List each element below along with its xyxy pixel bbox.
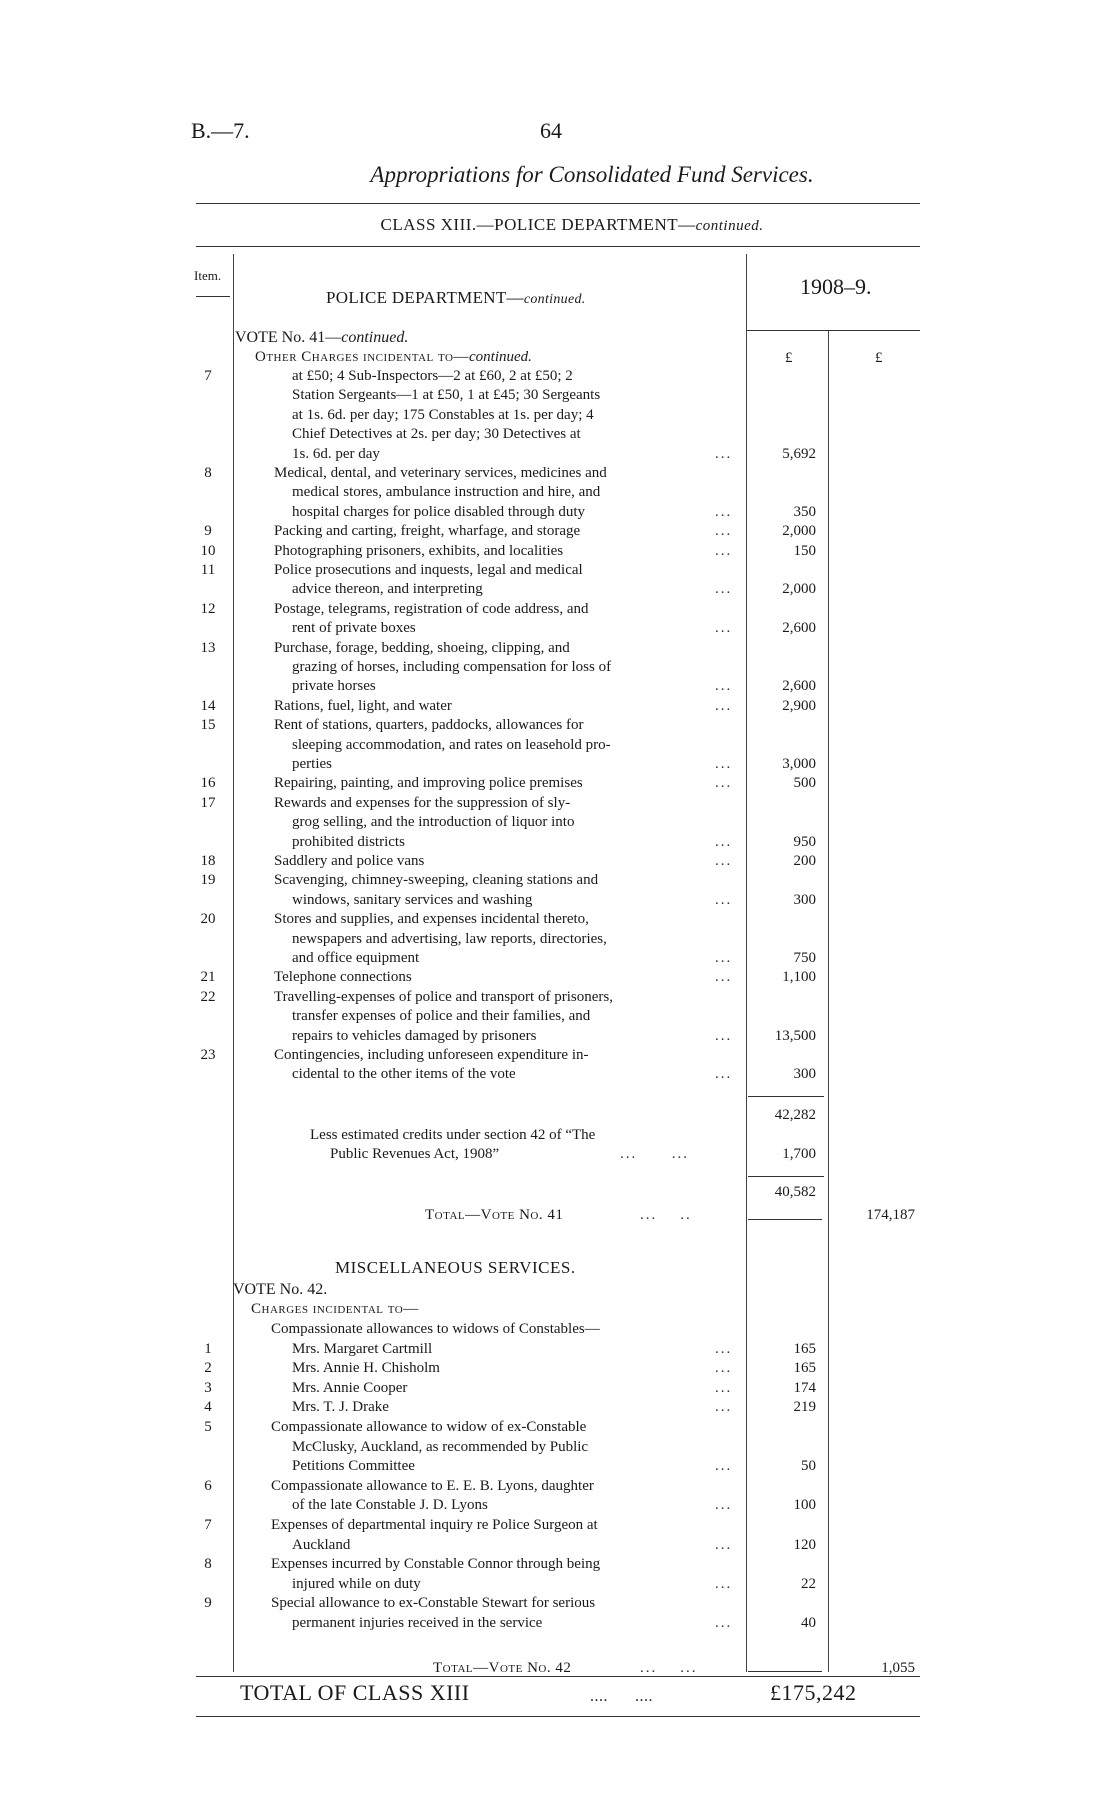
less-credits-act: Public Revenues Act, 1908” xyxy=(330,1146,500,1162)
table-row xyxy=(0,463,1114,483)
leader-dots: ... xyxy=(715,581,733,598)
item-description: Rewards and expenses for the suppression of sly- xyxy=(274,794,571,811)
item-description: Special allowance to ex-Constable Stewart for serious xyxy=(271,1595,596,1612)
leader-dots: ... xyxy=(715,891,733,908)
item-description: grazing of horses, including compensation for loss of xyxy=(292,659,612,675)
vote41-net-amount: 40,582 xyxy=(774,1184,816,1200)
vote42-total-amount: 1,055 xyxy=(881,1660,915,1676)
department-title-text: POLICE DEPARTMENT— xyxy=(326,288,524,307)
leader-dots: ... xyxy=(715,1066,733,1083)
table-row xyxy=(0,851,1114,871)
table-row xyxy=(0,385,1114,405)
item-number: 4 xyxy=(204,1399,212,1416)
item-description: Police prosecutions and inquests, legal and medical xyxy=(274,562,583,578)
grand-total-rule-top xyxy=(196,1676,920,1677)
vote41-charges-text: Other Charges incidental to— xyxy=(255,349,469,365)
item-description: and office equipment xyxy=(292,950,420,966)
table-row xyxy=(0,482,1114,502)
pounds-unit-b: £ xyxy=(875,350,883,366)
item-description: Saddlery and police vans xyxy=(274,853,425,869)
item-description: Expenses incurred by Constable Connor through being xyxy=(271,1556,601,1573)
item-number: 20 xyxy=(200,911,216,928)
leader-dots: ... xyxy=(715,1027,733,1044)
item-amount: 750 xyxy=(793,950,816,966)
item-amount: 50 xyxy=(801,1458,816,1475)
item-number: 7 xyxy=(204,368,212,384)
item-description: Mrs. Annie Cooper xyxy=(292,1379,408,1396)
item-number: 12 xyxy=(200,600,216,617)
vote42-total-label: Total—Vote No. 42 xyxy=(433,1660,572,1676)
leader-dots: ... xyxy=(715,950,733,966)
item-description: Rations, fuel, light, and water xyxy=(274,697,452,714)
item-description: advice thereon, and interpreting xyxy=(292,581,483,598)
item-description: Station Sergeants—1 at £50, 1 at £45; 30 Sergeants xyxy=(292,387,601,404)
item-header-rule xyxy=(196,296,230,297)
item-number: 16 xyxy=(200,775,216,792)
item-number: 21 xyxy=(200,969,216,986)
table-row xyxy=(0,521,1114,541)
item-description: of the late Constable J. D. Lyons xyxy=(292,1497,488,1514)
item-description: Mrs. Margaret Cartmill xyxy=(292,1340,433,1357)
item-description: Compassionate allowances to widows of Constables— xyxy=(271,1321,600,1337)
table-row xyxy=(0,987,1114,1007)
item-amount: 22 xyxy=(801,1575,816,1592)
vote41-net-rule xyxy=(748,1176,824,1177)
table-row xyxy=(0,638,1114,658)
item-amount: 174 xyxy=(793,1379,816,1396)
table-row xyxy=(0,1417,1114,1437)
item-description: Rent of stations, quarters, paddocks, allowances for xyxy=(274,717,584,734)
leader-dots: ... xyxy=(715,1360,733,1377)
item-description: Packing and carting, freight, wharfage, and storage xyxy=(274,523,581,540)
item-description: Repairing, painting, and improving police premises xyxy=(274,775,583,792)
table-row xyxy=(0,1064,1114,1084)
grand-total-label: TOTAL OF CLASS XIII xyxy=(240,1680,470,1705)
leader-dots: ... xyxy=(715,1399,733,1416)
table-row xyxy=(0,657,1114,677)
page-title: Appropriations for Consolidated Fund Services. xyxy=(370,162,814,187)
leader-dots: ... ... xyxy=(620,1146,689,1162)
item-number: 23 xyxy=(200,1047,216,1063)
item-number: 10 xyxy=(200,542,216,559)
grand-total-rule-bottom xyxy=(196,1716,920,1717)
table-row xyxy=(0,1593,1114,1613)
table-row xyxy=(0,929,1114,949)
item-number: 8 xyxy=(204,465,212,481)
item-description: McClusky, Auckland, as recommended by Public xyxy=(292,1438,589,1455)
table-row xyxy=(0,618,1114,638)
vote41-less-line1 xyxy=(0,1125,1114,1145)
table-row xyxy=(0,1358,1114,1378)
leader-dots: ... xyxy=(715,1497,733,1514)
vote42-total xyxy=(0,1658,1114,1678)
item-description: Petitions Committee xyxy=(292,1458,415,1475)
title-rule xyxy=(196,203,920,204)
table-row xyxy=(0,1515,1114,1535)
vote41-subtotal xyxy=(0,1105,1114,1125)
item-column-header: Item. xyxy=(194,268,222,283)
table-row xyxy=(0,1026,1114,1046)
item-amount: 2,900 xyxy=(782,697,816,714)
table-row xyxy=(0,1476,1114,1496)
item-amount: 200 xyxy=(793,853,816,869)
vote41-total-label: Total—Vote No. 41 xyxy=(425,1207,564,1223)
table-row xyxy=(0,890,1114,910)
table-row xyxy=(0,1045,1114,1065)
leader-dots: ... ... xyxy=(640,1660,698,1676)
item-description: permanent injuries received in the service xyxy=(292,1615,543,1631)
leader-dots: ... xyxy=(715,523,733,540)
item-number: 2 xyxy=(204,1360,212,1377)
class-rule xyxy=(196,246,920,247)
leader-dots: ... xyxy=(715,1536,733,1553)
table-row xyxy=(0,366,1114,386)
table-row xyxy=(0,735,1114,755)
item-description: Chief Detectives at 2s. per day; 30 Detectives at xyxy=(292,426,581,443)
item-number: 9 xyxy=(204,1595,212,1612)
leader-dots: ... xyxy=(715,756,733,772)
item-amount: 3,000 xyxy=(782,756,816,772)
item-amount: 950 xyxy=(793,833,816,850)
item-amount: 5,692 xyxy=(782,445,816,462)
item-description: at 1s. 6d. per day; 175 Constables at 1s. per day; 4 xyxy=(292,406,594,423)
table-row xyxy=(0,967,1114,987)
table-row xyxy=(0,1495,1114,1515)
item-description: Photographing prisoners, exhibits, and localities xyxy=(274,542,564,559)
item-description: Travelling-expenses of police and transport of prisoners, xyxy=(274,988,613,1005)
item-description: Purchase, forage, bedding, shoeing, clipping, and xyxy=(274,639,570,656)
leader-dots: ... .. xyxy=(640,1207,692,1223)
table-row xyxy=(0,1554,1114,1574)
table-row xyxy=(0,832,1114,852)
leader-dots: ... xyxy=(715,833,733,850)
table-row xyxy=(0,405,1114,425)
vote41-subtotal-amount: 42,282 xyxy=(774,1107,816,1123)
leader-dots: ... xyxy=(715,697,733,714)
item-amount: 13,500 xyxy=(774,1027,816,1044)
table-row xyxy=(0,1456,1114,1476)
pounds-unit-a: £ xyxy=(785,350,793,366)
item-amount: 40 xyxy=(801,1615,816,1631)
item-description: grog selling, and the introduction of liquor into xyxy=(292,814,575,831)
table-row xyxy=(0,444,1114,464)
item-description: Telephone connections xyxy=(274,969,412,986)
item-number: 13 xyxy=(200,639,216,656)
item-number: 7 xyxy=(204,1517,212,1533)
item-amount: 2,000 xyxy=(782,581,816,598)
table-row xyxy=(0,424,1114,444)
item-number: 8 xyxy=(204,1556,212,1573)
item-number: 18 xyxy=(200,853,216,869)
vote42-charges-text: Charges incidental to— xyxy=(251,1301,419,1317)
table-row xyxy=(0,754,1114,774)
item-description: Expenses of departmental inquiry re Police Surgeon at xyxy=(271,1517,598,1533)
item-description: Compassionate allowance to E. E. B. Lyons, daughter xyxy=(271,1477,594,1494)
item-description: transfer expenses of police and their families, and xyxy=(292,1008,591,1025)
item-description: Auckland xyxy=(292,1536,351,1553)
vote41-total xyxy=(0,1205,1114,1225)
table-row xyxy=(0,1613,1114,1633)
item-description: perties xyxy=(292,756,332,772)
vote41-less-line2 xyxy=(0,1144,1114,1164)
table-row xyxy=(0,541,1114,561)
department-title xyxy=(326,288,586,308)
vote41-label xyxy=(0,328,1114,348)
item-number: 9 xyxy=(204,523,212,540)
table-row xyxy=(0,812,1114,832)
item-description: private horses xyxy=(292,678,376,695)
class-title-text: CLASS XIII.—POLICE DEPARTMENT— xyxy=(380,215,696,234)
item-number: 5 xyxy=(204,1419,212,1435)
grand-total-dots: .... .... xyxy=(590,1688,653,1705)
item-description: cidental to the other items of the vote xyxy=(292,1066,516,1083)
leader-dots: ... xyxy=(715,1575,733,1592)
item-number: 3 xyxy=(204,1379,212,1396)
leader-dots: ... xyxy=(715,1340,733,1357)
item-number: 14 xyxy=(200,697,216,714)
item-description: sleeping accommodation, and rates on leasehold pro- xyxy=(292,736,611,753)
table-row xyxy=(0,599,1114,619)
item-description: newspapers and advertising, law reports, directories, xyxy=(292,930,607,947)
table-row xyxy=(0,1339,1114,1359)
leader-dots: ... xyxy=(715,620,733,637)
year-header: 1908–9. xyxy=(800,274,872,299)
item-amount: 120 xyxy=(793,1536,816,1553)
item-description: Mrs. Annie H. Chisholm xyxy=(292,1360,440,1377)
less-credits-text: Less estimated credits under section 42 of “The xyxy=(310,1127,596,1143)
leader-dots: ... xyxy=(715,542,733,559)
leader-dots: ... xyxy=(715,678,733,695)
item-amount: 300 xyxy=(793,891,816,908)
table-row xyxy=(0,1319,1114,1339)
vote41-subtotal-rule xyxy=(748,1096,824,1097)
item-amount: 165 xyxy=(793,1340,816,1357)
table-row xyxy=(0,909,1114,929)
item-description: Postage, telegrams, registration of code address, and xyxy=(274,600,589,617)
item-description: Scavenging, chimney-sweeping, cleaning stations and xyxy=(274,872,599,889)
table-row xyxy=(0,1574,1114,1594)
department-title-continued: continued. xyxy=(523,292,586,307)
table-row xyxy=(0,1378,1114,1398)
table-row xyxy=(0,1437,1114,1457)
item-number: 15 xyxy=(200,717,216,734)
vote41-label-text: VOTE No. 41— xyxy=(235,329,342,346)
vote41-label-continued: continued. xyxy=(341,329,409,346)
item-amount: 2,600 xyxy=(782,678,816,695)
item-number: 11 xyxy=(200,562,216,578)
vote42-label xyxy=(0,1280,1114,1300)
item-amount: 165 xyxy=(793,1360,816,1377)
item-amount: 1,100 xyxy=(782,969,816,986)
table-row xyxy=(0,1535,1114,1555)
vote41-total-amount: 174,187 xyxy=(866,1207,915,1223)
item-description: repairs to vehicles damaged by prisoners xyxy=(292,1027,537,1044)
item-description: rent of private boxes xyxy=(292,620,416,637)
item-amount: 2,000 xyxy=(782,523,816,540)
item-description: medical stores, ambulance instruction and hire, and xyxy=(292,484,601,501)
item-description: hospital charges for police disabled through duty xyxy=(292,503,585,520)
item-number: 17 xyxy=(200,794,216,811)
item-amount: 350 xyxy=(793,503,816,520)
item-description: at £50; 4 Sub-Inspectors—2 at £60, 2 at £50; 2 xyxy=(292,368,573,384)
table-row xyxy=(0,870,1114,890)
vote42-charges-label xyxy=(0,1299,1114,1319)
leader-dots: ... xyxy=(715,1458,733,1475)
table-row xyxy=(0,948,1114,968)
leader-dots: ... xyxy=(715,775,733,792)
leader-dots: ... xyxy=(715,445,733,462)
table-row xyxy=(0,773,1114,793)
item-description: Contingencies, including unforeseen expenditure in- xyxy=(274,1047,589,1063)
vote41-charges-label xyxy=(0,347,1114,367)
item-description: Mrs. T. J. Drake xyxy=(292,1399,389,1416)
item-description: windows, sanitary services and washing xyxy=(292,891,533,908)
item-amount: 500 xyxy=(793,775,816,792)
leader-dots: ... xyxy=(715,969,733,986)
leader-dots: ... xyxy=(715,853,733,869)
table-row xyxy=(0,676,1114,696)
table-row xyxy=(0,1006,1114,1026)
item-amount: 219 xyxy=(793,1399,816,1416)
item-amount: 150 xyxy=(793,542,816,559)
less-credits-amount: 1,700 xyxy=(782,1146,816,1162)
vote42-label-text: VOTE No. 42. xyxy=(233,1281,328,1298)
item-description: Compassionate allowance to widow of ex-Constable xyxy=(271,1419,587,1435)
leader-dots: ... xyxy=(715,503,733,520)
table-row xyxy=(0,715,1114,735)
item-number: 1 xyxy=(204,1340,212,1357)
vote41-net xyxy=(0,1182,1114,1202)
item-description: Stores and supplies, and expenses incidental thereto, xyxy=(274,911,589,928)
table-row xyxy=(0,560,1114,580)
item-amount: 300 xyxy=(793,1066,816,1083)
table-row xyxy=(0,793,1114,813)
leader-dots: ... xyxy=(715,1379,733,1396)
item-description: Medical, dental, and veterinary services, medicines and xyxy=(274,465,607,481)
item-description: 1s. 6d. per day xyxy=(292,445,380,462)
item-amount: 2,600 xyxy=(782,620,816,637)
class-title xyxy=(0,215,1114,235)
item-amount: 100 xyxy=(793,1497,816,1514)
table-row xyxy=(0,579,1114,599)
table-row xyxy=(0,696,1114,716)
vote41-charges-continued: continued. xyxy=(469,349,532,365)
page-number: 64 xyxy=(540,118,562,143)
table-row xyxy=(0,1397,1114,1417)
item-description: prohibited districts xyxy=(292,833,405,850)
report-code: B.—7. xyxy=(191,118,250,143)
item-number: 6 xyxy=(204,1477,212,1494)
item-description: injured while on duty xyxy=(292,1575,421,1592)
item-number: 19 xyxy=(200,872,216,889)
leader-dots: ... xyxy=(715,1615,733,1631)
table-row xyxy=(0,502,1114,522)
item-number: 22 xyxy=(200,988,216,1005)
grand-total-amount: £175,242 xyxy=(770,1680,857,1705)
misc-services-heading: MISCELLANEOUS SERVICES. xyxy=(335,1258,576,1277)
class-title-continued: continued. xyxy=(695,218,764,234)
